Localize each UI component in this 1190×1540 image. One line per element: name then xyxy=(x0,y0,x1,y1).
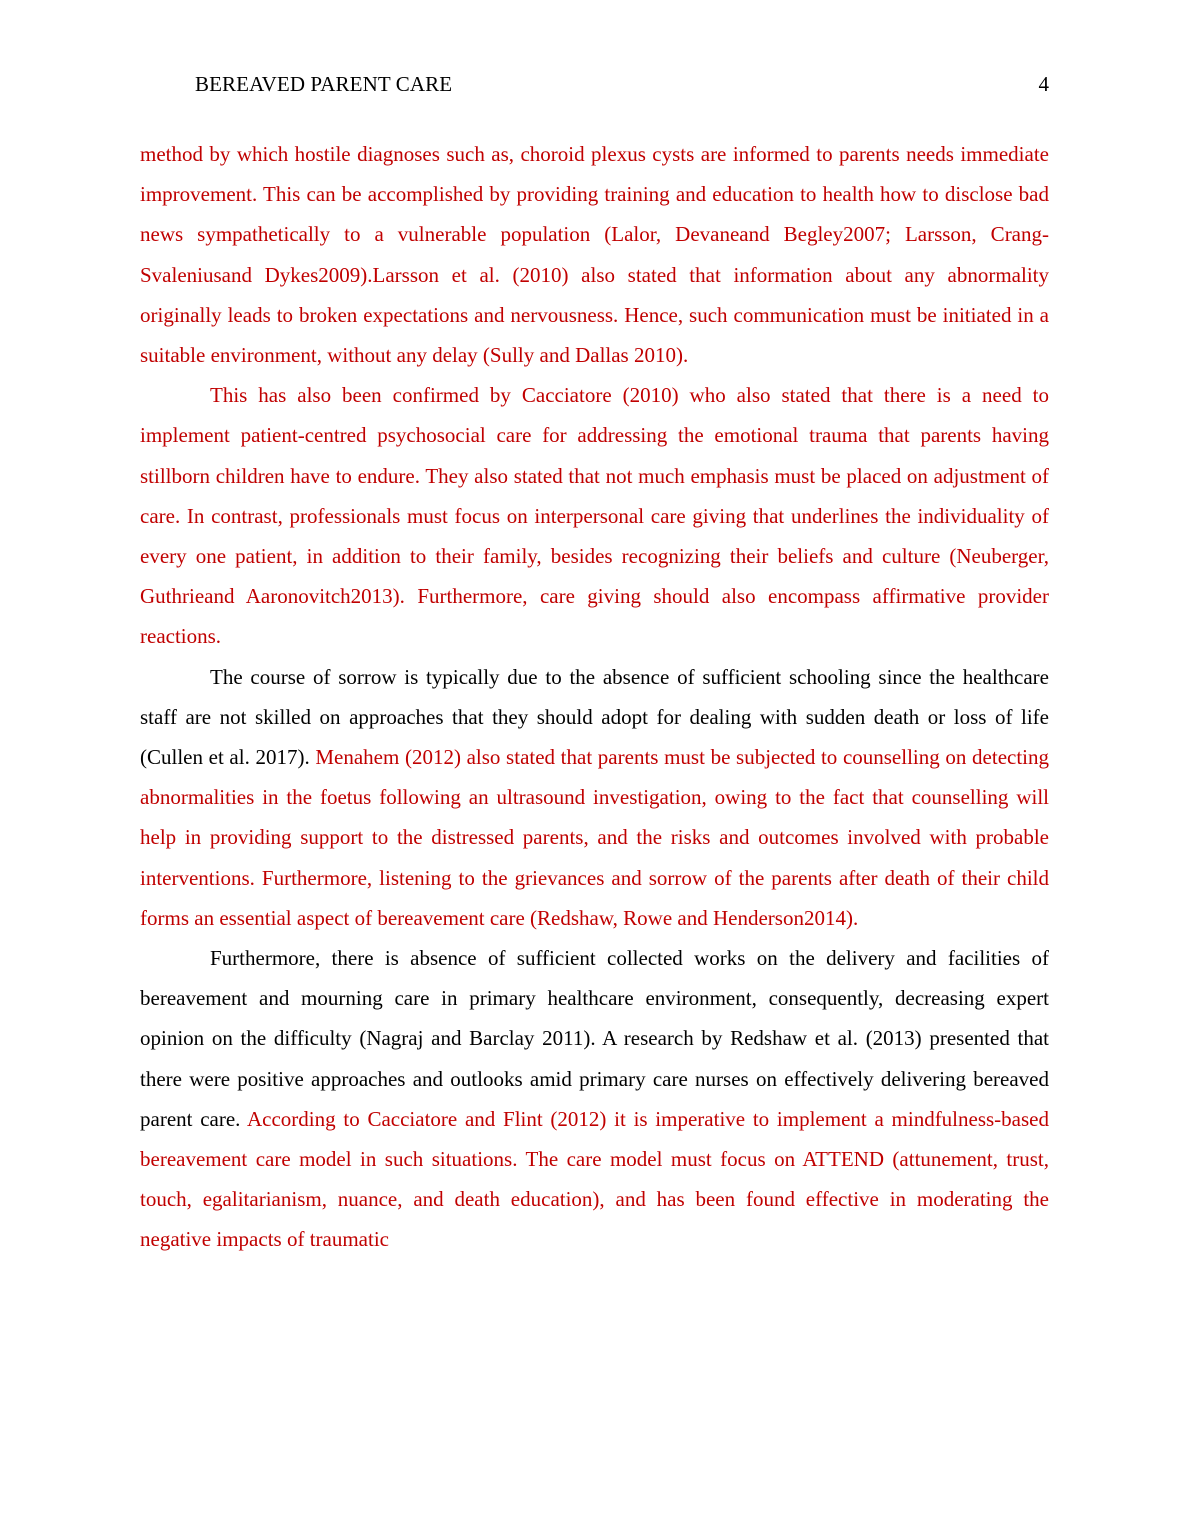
paragraph-1 xyxy=(140,134,1049,375)
running-head: BEREAVED PARENT CARE xyxy=(195,72,453,96)
paragraph-4-segment-1: Furthermore, there is absence of sufficient collected works on the delivery and facilities of bereavement and mourning care in primary healthcare environment, consequently, decreasing expert opinion on the difficulty (Nagraj and Barclay 2011). A research by Redshaw et al. (2013) presented that there were positive approaches and outlooks amid primary care nurses on effectively delivering bereaved parent care. xyxy=(140,946,1049,1131)
page-number: 4 xyxy=(1038,72,1049,96)
paragraph-2-segment-1: This has also been confirmed by Cacciatore (2010) who also stated that there is a need to implement patient-centred psychosocial care for addressing the emotional trauma that parents having stillborn children have to endure. They also stated that not much emphasis must be placed on adjustment of care. In contrast, professionals must focus on interpersonal care giving that underlines the individuality of every one patient, in addition to their family, besides recognizing their beliefs and culture (Neuberger, Guthrieand Aaronovitch2013). Furthermore, care giving should also encompass affirmative provider reactions. xyxy=(140,383,1049,649)
paragraph-1-segment-1: method by which hostile diagnoses such as, choroid plexus cysts are informed to parents needs immediate improvement. This can be accomplished by providing training and education to health how to disclose bad news sympathetically to a vulnerable population (Lalor, Devaneand Begley2007; Larsson, Crang-Svaleniusand Dykes2009).Larsson et al. (2010) also stated that information about any abnormality originally leads to broken expectations and nervousness. Hence, such communication must be initiated in a suitable environment, without any delay (Sully and Dallas 2010). xyxy=(140,142,1049,368)
paragraph-4 xyxy=(140,938,1049,1260)
paragraph-3 xyxy=(140,657,1049,938)
paragraph-3-segment-1: The course of sorrow is typically due to the absence of sufficient schooling since the healthcare staff are not skilled on approaches that they should adopt for dealing with sudden death or loss of life (Cullen et al. 2017). xyxy=(140,664,1049,770)
paragraph-3-segment-2: Menahem (2012) also stated that parents must be subjected to counselling on detecting abnormalities in the foetus following an ultrasound investigation, owing to the fact that counselling will help in providing support to the distressed parents, and the risks and outcomes involved with probable interventions. Furthermore, listening to the grievances and sorrow of the parents after death of their child forms an essential aspect of bereavement care (Redshaw, Rowe and Henderson2014). xyxy=(140,745,1050,930)
paragraph-4-segment-2: According to Cacciatore and Flint (2012) it is imperative to implement a mindfulness-based bereavement care model in such situations. The care model must focus on ATTEND (attunement, trust, touch, egalitarianism, nuance, and death education), and has been found effective in moderating the negative impacts of traumatic xyxy=(140,1106,1049,1252)
paragraph-2 xyxy=(140,375,1049,656)
body-text xyxy=(140,134,1049,1260)
